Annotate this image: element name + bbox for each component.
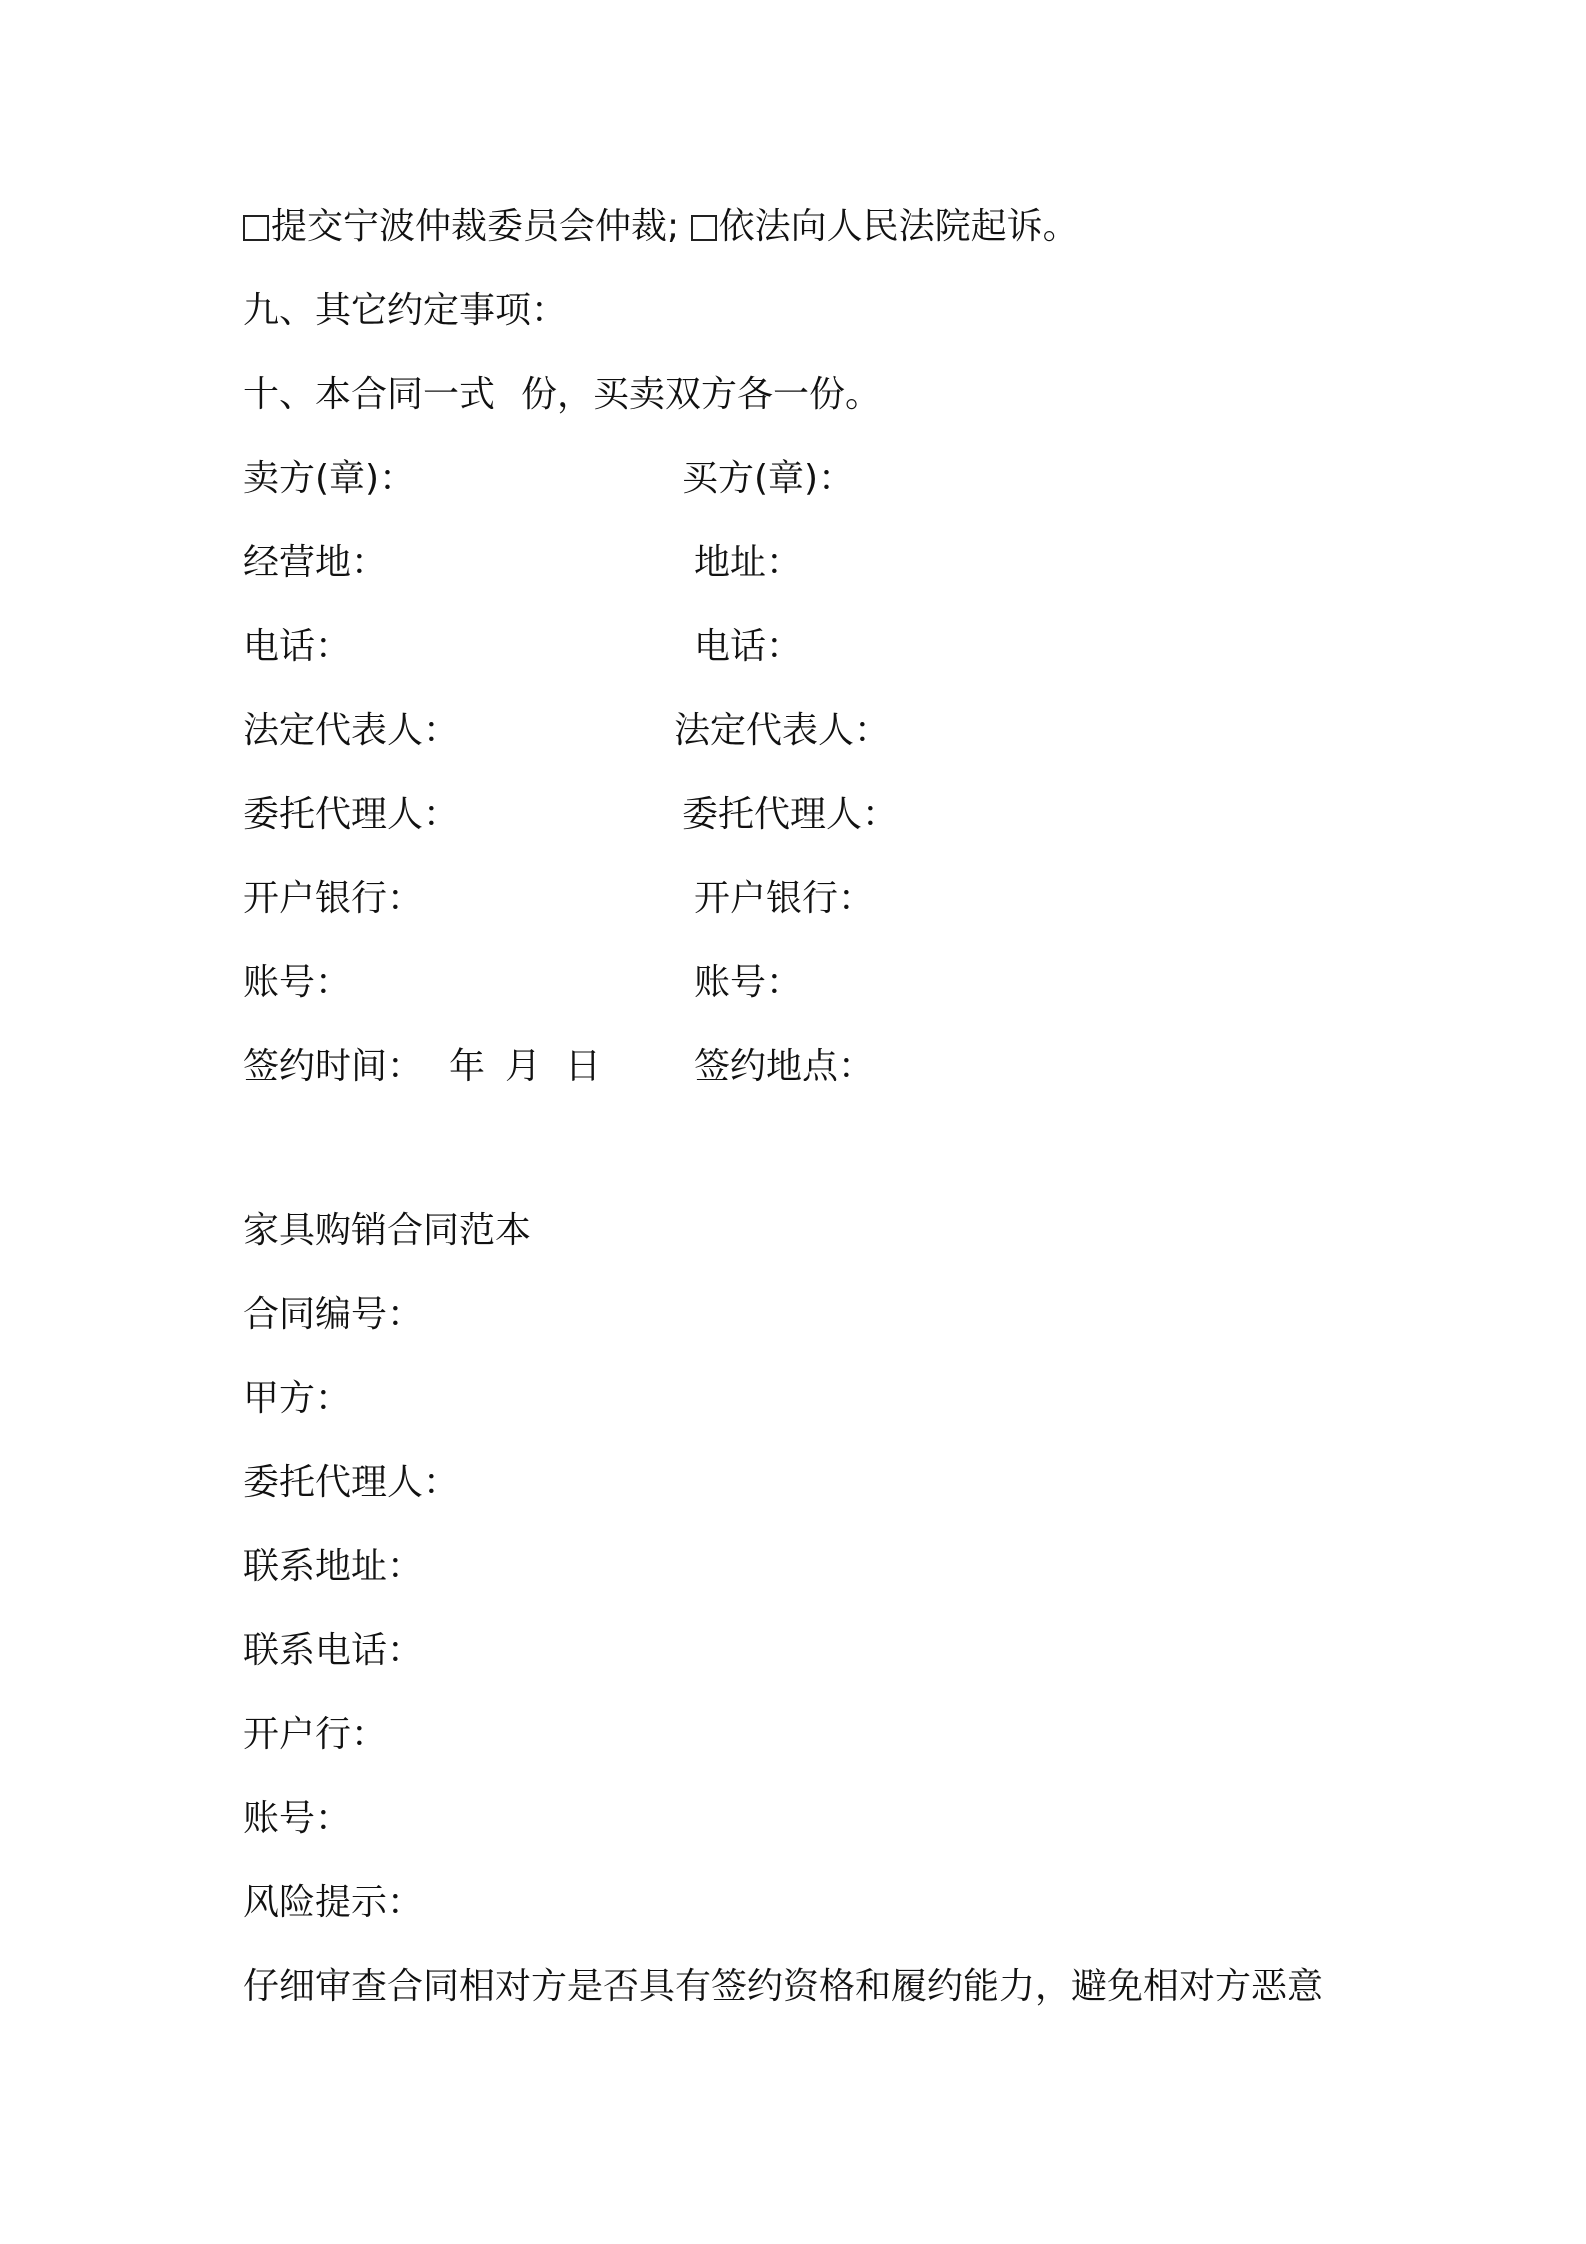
- seller-bank-label: 开户银行：: [243, 878, 424, 919]
- party-a-label: 甲方：: [243, 1378, 352, 1419]
- template-title: 家具购销合同范本: [243, 1210, 532, 1251]
- risk-title: 风险提示：: [243, 1882, 424, 1923]
- risk-text: 仔细审查合同相对方是否具有签约资格和履约能力，避免相对方恶意: [243, 1966, 1324, 2007]
- buyer-agent-label: 委托代理人：: [682, 794, 899, 835]
- template-account-label: 账号：: [243, 1798, 352, 1839]
- sign-month-label: 月: [505, 1046, 542, 1087]
- buyer-address-label: 地址：: [694, 542, 803, 583]
- template-bank-label: 开户行：: [243, 1714, 388, 1755]
- clause-9: 九、其它约定事项：: [243, 290, 568, 331]
- buyer-seal-label: 买方(章)：: [682, 458, 855, 499]
- contact-phone-label: 联系电话：: [243, 1630, 424, 1671]
- seller-agent-label: 委托代理人：: [243, 794, 460, 835]
- seller-sign-time: [243, 1045, 601, 1089]
- dispute-resolution-options: [243, 205, 1079, 249]
- template-agent-label: 委托代理人：: [243, 1462, 460, 1503]
- contact-address-label: 联系地址：: [243, 1546, 424, 1587]
- buyer-bank-label: 开户银行：: [694, 878, 875, 919]
- arbitration-checkbox[interactable]: [243, 215, 269, 241]
- clause-10-prefix: 十、本合同一式: [243, 374, 496, 415]
- sign-year-label: 年: [449, 1046, 486, 1087]
- contract-number-label: 合同编号：: [243, 1294, 424, 1335]
- sign-day-label: 日: [565, 1046, 602, 1087]
- clause-10-suffix: 份，买卖双方各一份。: [521, 374, 882, 415]
- clause-10: [243, 373, 881, 417]
- seller-address-label: 经营地：: [243, 542, 388, 583]
- seller-account-label: 账号：: [243, 962, 352, 1003]
- litigation-option-label: 依法向人民法院起诉。: [718, 206, 1079, 247]
- seller-seal-label: 卖方(章)：: [243, 458, 416, 499]
- arbitration-option-label: 提交宁波仲裁委员会仲裁;: [271, 206, 680, 247]
- buyer-sign-place-label: 签约地点：: [694, 1046, 875, 1087]
- buyer-phone-label: 电话：: [694, 626, 803, 667]
- sign-time-label: 签约时间：: [243, 1046, 424, 1087]
- seller-phone-label: 电话：: [243, 626, 352, 667]
- litigation-checkbox[interactable]: [691, 215, 717, 241]
- buyer-account-label: 账号：: [694, 962, 803, 1003]
- buyer-legal-rep-label: 法定代表人：: [674, 710, 891, 751]
- seller-legal-rep-label: 法定代表人：: [243, 710, 460, 751]
